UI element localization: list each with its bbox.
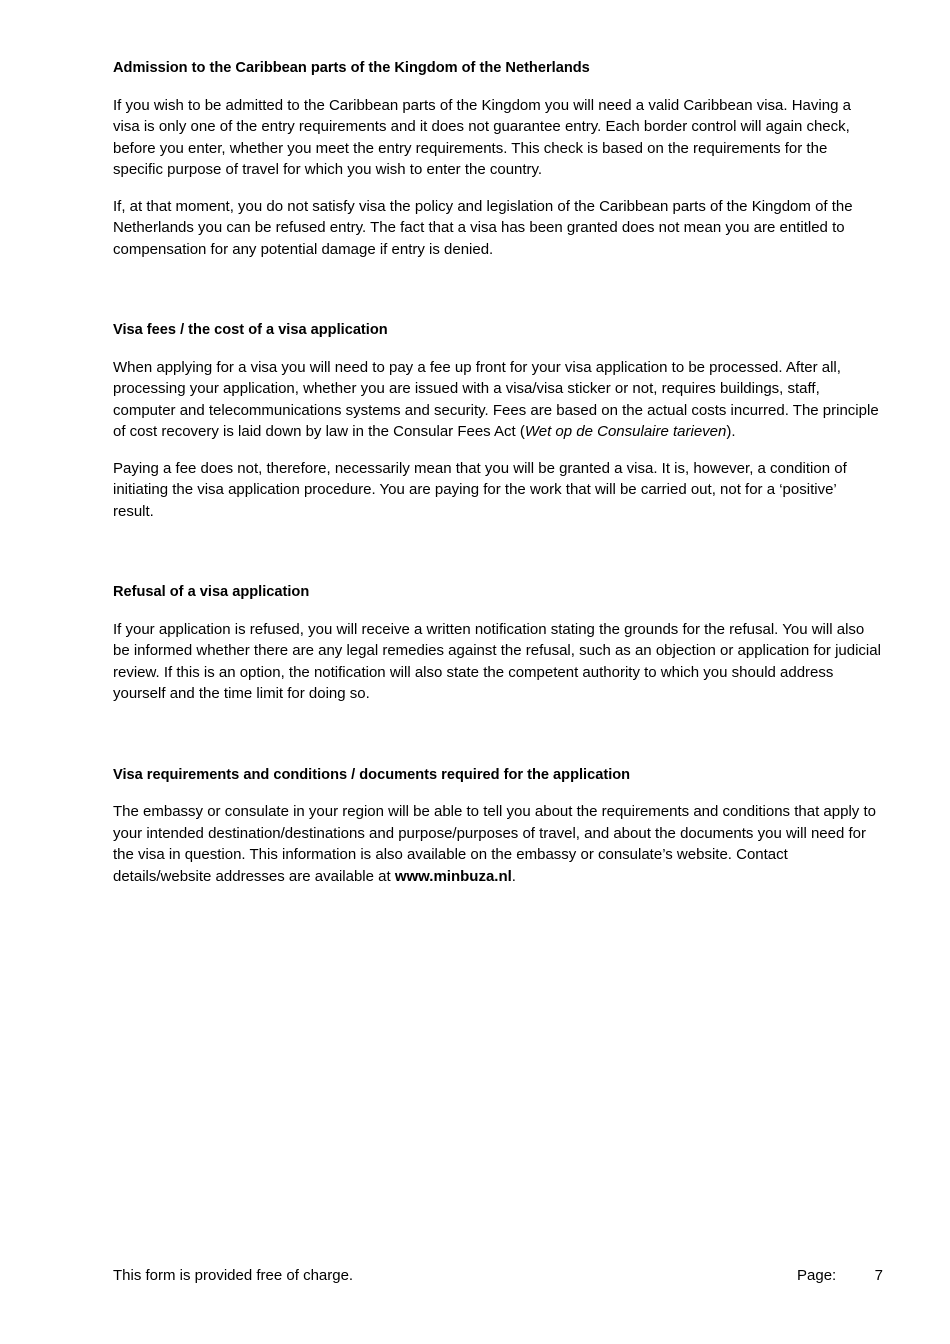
- section-heading: Visa requirements and conditions / documents required for the application: [113, 766, 631, 783]
- page-indicator: [797, 1265, 883, 1286]
- section-spacer: [113, 537, 881, 582]
- paragraph-text: When applying for a visa you will need to pay a fee up front for your visa application to be processed. After all, processing your application, whether you are issued with a visa/visa sticker or not, requires buildings, staff, computer and telecommunications systems and security. Fees are based on the actual costs incurred. The principle of cost recovery is laid down by law in the Consular Fees Act (: [113, 358, 879, 440]
- section-visa-fees: [113, 320, 881, 522]
- document-body: [113, 58, 881, 902]
- section-spacer: [113, 720, 881, 765]
- paragraph: If, at that moment, you do not satisfy visa the policy and legislation of the Caribbean parts of the Kingdom of the Netherlands you can be refused entry. The fact that a visa has been granted does not mean you are entitled to compensation for any potential damage if entry is denied.: [113, 197, 853, 258]
- paragraph: Paying a fee does not, therefore, necessarily mean that you will be granted a visa. It is, however, a condition of initiating the visa application procedure. You are paying for the work that will be carried out, not for a ‘positive’ result.: [113, 459, 847, 520]
- page-number: 7: [874, 1267, 883, 1284]
- section-admission: [113, 58, 881, 260]
- paragraph: [113, 357, 881, 443]
- section-heading: Visa fees / the cost of a visa application: [113, 322, 388, 338]
- paragraph-text: The embassy or consulate in your region will be able to tell you about the requirements and conditions that apply to your intended destination/destinations and purpose/purposes of travel, and about the documents you will need for the visa in question. This information is also available on the embassy or consulate’s website. Contact details/website addresses are available at: [113, 803, 876, 885]
- footer-note: This form is provided free of charge.: [113, 1267, 354, 1284]
- paragraph: If you wish to be admitted to the Caribbean parts of the Kingdom you will need a valid Caribbean visa. Having a visa is only one of the entry requirements and it does not guarantee entry. Each border control will again check, before you enter, whether you meet the entry requirements. This check is based on the requirements for the specific purpose of travel for which you wish to enter the country.: [113, 96, 851, 178]
- paragraph: [113, 801, 881, 887]
- section-heading: Admission to the Caribbean parts of the Kingdom of the Netherlands: [113, 60, 590, 76]
- section-heading: Refusal of a visa application: [113, 584, 310, 600]
- paragraph: If your application is refused, you will receive a written notification stating the grounds for the refusal. You will also be informed whether there are any legal remedies against the refusal, such as an objection or application for judicial review. If this is an option, the notification will also state the competent authority to which you should address yourself and the time limit for doing so.: [113, 620, 881, 702]
- paragraph-text-end: .: [511, 867, 516, 885]
- page-label: Page:: [797, 1267, 837, 1284]
- act-name-italic: Wet op de Consulaire tarieven: [524, 423, 727, 440]
- section-requirements: [113, 765, 881, 888]
- section-spacer: [113, 275, 881, 320]
- section-refusal: [113, 582, 881, 705]
- paragraph-text-end: ).: [726, 423, 736, 440]
- website-link[interactable]: www.minbuza.nl: [394, 867, 512, 885]
